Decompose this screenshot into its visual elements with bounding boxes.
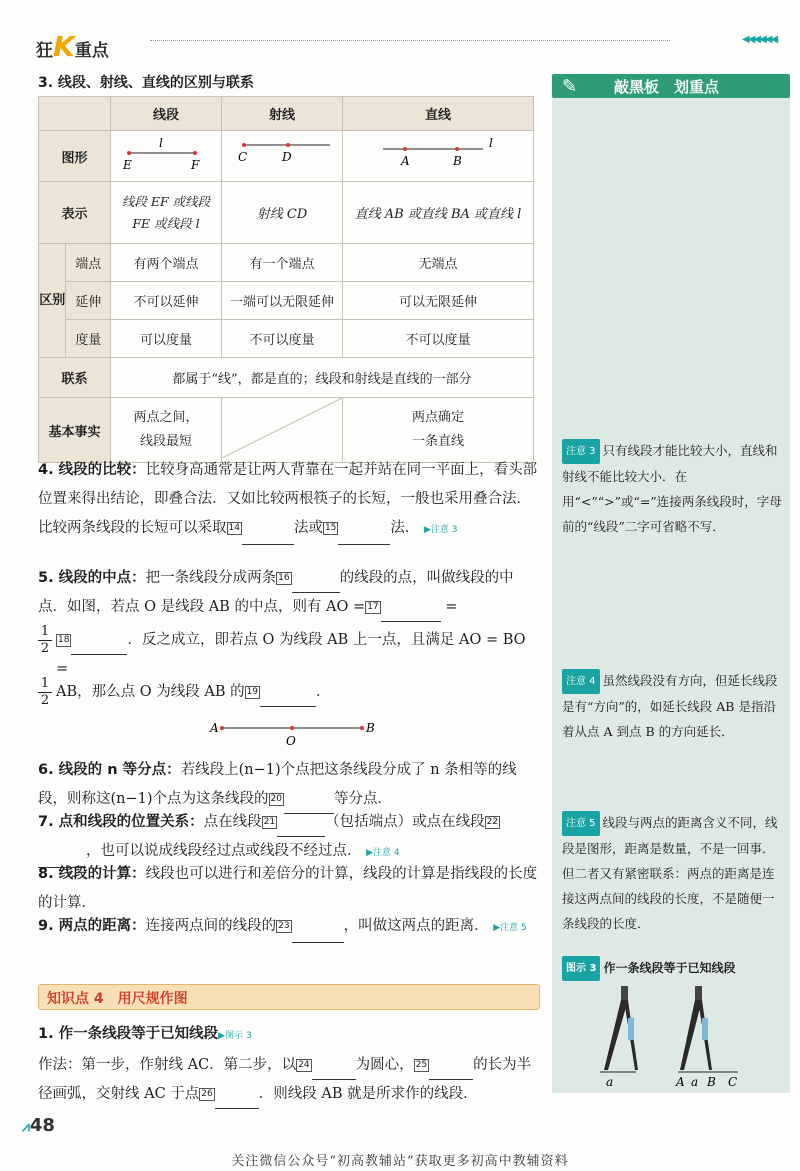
diff-cell: 不可以延伸 — [111, 282, 222, 320]
note-3: 注意 3 只有线段才能比较大小，直线和射线不能比较大小．在用“<”“>”或“=”连接两条线段时，字母前的“线段”二字可省略不写． — [562, 438, 784, 539]
brand-logo: 狂K重点 — [36, 30, 109, 63]
row-label-notation: 表示 — [39, 182, 111, 244]
fig-label: C — [728, 1075, 738, 1088]
item-4: 4. 线段的比较：比较身高通常是让两人背靠在一起并站在同一平面上，看头部位置来得出结论，即叠合法．又如比较两根筷子的长短，一般也采用叠合法．比较两条线段的长短可以采取 14 法或 15 法． ▶注意 3 — [38, 456, 538, 545]
row-label-relation: 联系 — [39, 358, 111, 398]
notation-line: 直线 AB 或直线 BA 或直线 l — [343, 182, 534, 244]
item-5: 5. 线段的中点：把一条线段分成两条 16 的线段的点，叫做线段的中点．如图，若点 O 是线段 AB 的中点，则有 AO = 17 = — [38, 564, 538, 622]
sidebar-board-header: ✎ 敲黑板 划重点 — [552, 74, 790, 98]
diff-cell: 可以无限延伸 — [343, 282, 534, 320]
note-4: 注意 4 虽然线段没有方向，但延长线段是有“方向”的，如延长线段 AB 是指沿着从点 A 到点 B 的方向延长． — [562, 668, 784, 744]
diff-cell: 可以度量 — [111, 320, 222, 358]
fig-label: A — [401, 154, 410, 168]
figure-segment — [111, 131, 222, 182]
item-5-cont: 18 ．反之成立，即若点 O 为线段 AB 上一点，且满足 AO = BO = — [56, 632, 526, 677]
header-rule — [150, 40, 670, 41]
fig-label: D — [282, 150, 292, 164]
diff-cell: 不可以度量 — [343, 320, 534, 358]
fact-diagonal — [222, 398, 343, 463]
header-arrows-icon: ◀◀◀◀◀◀ — [742, 34, 777, 45]
notation-ray: 射线 CD — [222, 182, 343, 244]
relation-text: 都属于“线”，都是直的；线段和射线是直线的一部分 — [111, 358, 534, 398]
fig-label: C — [238, 150, 248, 164]
diff-cell: 不可以度量 — [222, 320, 343, 358]
fig-label: A — [676, 1075, 685, 1088]
col-header-ray: 射线 — [222, 97, 343, 131]
fig-label: B — [366, 721, 375, 735]
page-number: ⩘48 — [22, 1115, 55, 1136]
row-label-fact: 基本事实 — [39, 398, 111, 463]
fig-label: F — [191, 158, 200, 172]
notation-segment: 线段 EF 或线段 FE 或线段 l — [111, 182, 222, 244]
note-3-tag: 注意 3 — [562, 439, 600, 464]
compass-left-icon — [600, 986, 638, 1072]
diff-label-endpoints: 端点 — [66, 244, 111, 282]
fig-label: B — [707, 1075, 716, 1088]
diff-cell: 有两个端点 — [111, 244, 222, 282]
figure-line — [343, 131, 534, 182]
fig-label: a — [606, 1075, 614, 1088]
note-5-tag: 注意 5 — [562, 811, 600, 836]
midpoint-figure — [200, 716, 380, 752]
note-5: 注意 5 线段与两点的距离含义不同，线段是图形，距离是数量，不是一回事．但二者又有紧密联系：两点的距离是连接这两点间的线段的长度，不是随便一条线段的长度． — [562, 810, 784, 936]
note-4-ref[interactable]: ▶注意 4 — [366, 848, 400, 858]
knowledge-point-4-title: 知识点 4 用尺规作图 — [38, 984, 540, 1010]
comparison-table — [38, 96, 534, 463]
diff-label-extend: 延伸 — [66, 282, 111, 320]
fig-label: A — [210, 721, 219, 735]
item-8: 8. 线段的计算：线段也可以进行和差倍分的计算，线段的计算是指线段的长度的计算． — [38, 866, 538, 911]
row-label-difference: 区别 — [39, 244, 66, 358]
sidebar-panel — [552, 78, 790, 1093]
fact-line: 两点确定 一条直线 — [343, 398, 534, 463]
figure-ray — [222, 131, 343, 182]
col-header-segment: 线段 — [111, 97, 222, 131]
col-header-line: 直线 — [343, 97, 534, 131]
figure-3-tag: 图示 3 — [562, 956, 600, 981]
diff-cell: 有一个端点 — [222, 244, 343, 282]
fraction-half: 1 2 — [38, 676, 52, 709]
diff-label-measure: 度量 — [66, 320, 111, 358]
fig-label: l — [489, 136, 493, 150]
item-7: 7. 点和线段的位置关系：点在线段 21 （包括端点）或点在线段 22，也可以说成线段经过点或线段不经过点． ▶注意 4 — [38, 808, 538, 868]
fig-label: B — [453, 154, 462, 168]
item-9: 9. 两点的距离：连接两点间的线段的 23 ，叫做这两点的距离． ▶注意 5 — [38, 912, 538, 943]
item-5-cont2: AB，那么点 O 为线段 AB 的 19 ． — [56, 678, 540, 707]
teacher-icon: ✎ — [562, 76, 578, 97]
footer-note: 关注微信公众号“初高教辅站”获取更多初高中教辅资料 — [231, 1154, 569, 1169]
fig-label: l — [159, 136, 163, 150]
fraction-half: 1 2 — [38, 624, 52, 657]
page-logo-icon: ⩘ — [22, 1119, 30, 1135]
note-4-tag: 注意 4 — [562, 669, 600, 694]
compass-right-icon — [678, 986, 738, 1072]
fact-segment: 两点之间， 线段最短 — [111, 398, 222, 463]
diff-cell: 无端点 — [343, 244, 534, 282]
figure-3-ref[interactable]: ▶图示 3 — [218, 1031, 252, 1041]
figure-3-title: 图示 3 作一条线段等于已知线段 — [562, 956, 784, 981]
compass-figure — [588, 984, 778, 1092]
fig-label: E — [123, 158, 132, 172]
note-5-ref[interactable]: ▶注意 5 — [493, 923, 527, 933]
diff-cell: 一端可以无限延伸 — [222, 282, 343, 320]
note-3-ref[interactable]: ▶注意 3 — [424, 525, 458, 535]
fig-label: O — [286, 734, 296, 748]
construction-1: 1. 作一条线段等于已知线段▶图示 3 作法：第一步，作射线 AC．第二步，以 24 为圆心， 25 的长为半径画弧，交射线 AC 于点 26 ．则线段 AB 就是所求作的线段． — [38, 1020, 538, 1109]
row-label-figure: 图形 — [39, 131, 111, 182]
fig-label: a — [691, 1075, 699, 1088]
item-6: 6. 线段的 n 等分点：若线段上(n−1)个点把这条线段分成了 n 条相等的线段，则称这(n−1)个点为这条线段的 20 等分点． — [38, 756, 538, 814]
section-3-title: 3. 线段、射线、直线的区别与联系 — [38, 75, 254, 91]
